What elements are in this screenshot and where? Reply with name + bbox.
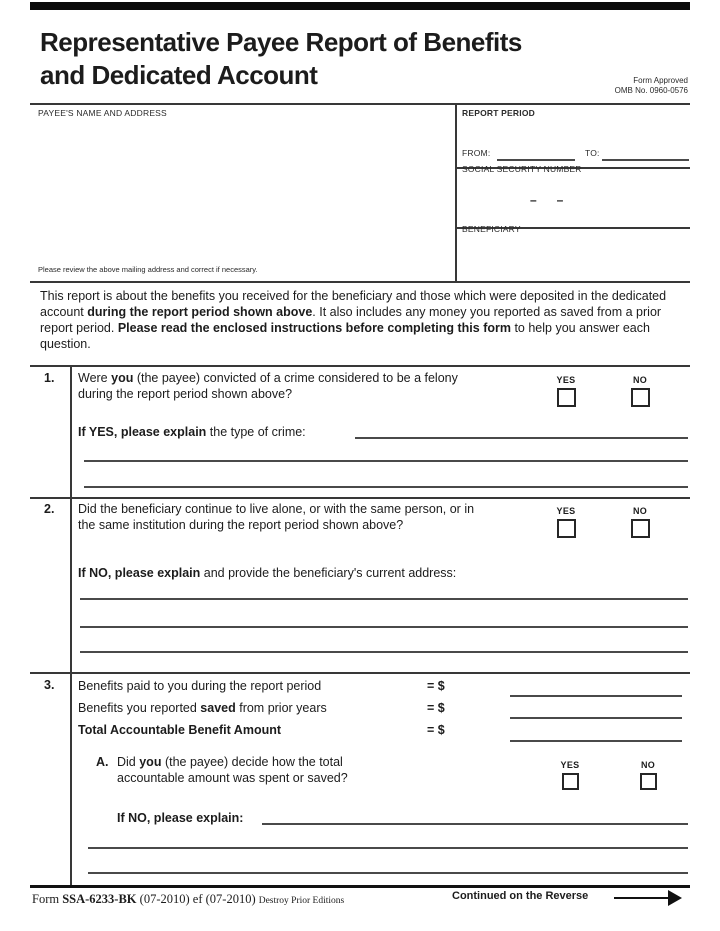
- page-title-line2: and Dedicated Account: [40, 60, 318, 90]
- q2-answer-line-1[interactable]: [80, 597, 688, 600]
- to-label: TO:: [585, 148, 600, 158]
- header-box-divider: [455, 103, 457, 281]
- q3-row2-amount-field[interactable]: [510, 716, 682, 719]
- q1-text: [78, 370, 470, 402]
- q2-number: 2.: [44, 502, 55, 516]
- q3a-no-label: NO: [640, 760, 656, 770]
- q3-top-rule: [30, 672, 690, 674]
- q2-yes-option: [549, 506, 583, 538]
- to-date-field[interactable]: [602, 158, 689, 161]
- beneficiary-label: BENEFICIARY: [462, 224, 521, 234]
- question-number-divider: [70, 365, 72, 886]
- q1-text-bold: you: [111, 371, 134, 385]
- q3-row2-post: from prior years: [235, 701, 327, 715]
- q1-explain-bold: If YES, please explain: [78, 425, 207, 439]
- q2-explain-rest: and provide the beneficiary's current address:: [200, 566, 457, 580]
- q3a-answer-line-3[interactable]: [88, 871, 688, 874]
- q1-top-rule: [30, 365, 690, 367]
- q3a-text-bold: you: [139, 755, 162, 769]
- q1-yes-option: [549, 375, 583, 407]
- intro-text-2: . It also includes any money you reported as saved from a prior report period.: [40, 305, 662, 335]
- payee-name-address-label: PAYEE'S NAME AND ADDRESS: [38, 108, 167, 118]
- footer-destroy-note: Destroy Prior Editions: [258, 896, 345, 906]
- q2-yes-label: YES: [556, 506, 576, 516]
- q3-row1-equals: = $: [427, 679, 445, 693]
- q1-number: 1.: [44, 371, 55, 385]
- ssn-label: SOCIAL SECURITY NUMBER: [462, 164, 582, 174]
- payee-review-note: Please review the above mailing address and correct if necessary.: [38, 265, 258, 274]
- q3-row2-bold: saved: [200, 701, 236, 715]
- q3-row2-label: [78, 700, 418, 716]
- footer-form-id: [32, 892, 344, 907]
- q1-text-post: (the payee) convicted of a crime considered to be a felony during the report period shown above?: [78, 371, 458, 401]
- q3-row1-label: [78, 678, 418, 694]
- report-period-label: REPORT PERIOD: [462, 108, 535, 118]
- q3a-text-post: (the payee) decide how the total accountable amount was spent or saved?: [117, 755, 348, 785]
- footer-rule: [30, 885, 690, 888]
- q1-no-option: [623, 375, 657, 407]
- q2-explain-bold: If NO, please explain: [78, 566, 201, 580]
- omb-number: OMB No. 0960-0576: [614, 86, 688, 95]
- q3a-text-pre: Did: [117, 755, 140, 769]
- continued-arrow-shaft: [614, 897, 670, 899]
- q3a-yes-option: [553, 760, 587, 790]
- q3-row3-bold: Total Accountable Benefit Amount: [78, 723, 282, 737]
- q3a-no-option: [631, 760, 665, 790]
- q3a-answer-line-2[interactable]: [88, 846, 688, 849]
- top-border-bar: [30, 2, 690, 10]
- q3a-yes-no-group: [553, 760, 665, 790]
- q1-answer-line-3[interactable]: [84, 485, 688, 488]
- form-approved-block: [615, 76, 688, 96]
- q3a-text: [117, 754, 397, 786]
- intro-bold-2: Please read the enclosed instructions before completing this form: [117, 321, 511, 335]
- q2-top-rule: [30, 497, 690, 499]
- q3a-no-checkbox[interactable]: [640, 773, 657, 790]
- q2-yes-no-group: [549, 506, 657, 538]
- q1-no-checkbox[interactable]: [631, 388, 650, 407]
- q3a-explain-prompt: If NO, please explain:: [117, 811, 244, 825]
- q3-number: 3.: [44, 678, 55, 692]
- intro-text-3: to help you answer each question.: [40, 321, 650, 351]
- q1-text-pre: Were: [78, 371, 112, 385]
- q2-answer-line-2[interactable]: [80, 625, 688, 628]
- form-approved-text: Form Approved: [633, 76, 688, 85]
- q3-row2-pre: Benefits you reported: [78, 701, 201, 715]
- from-label: FROM:: [462, 148, 491, 158]
- q1-no-label: NO: [632, 375, 648, 385]
- page-title: [40, 26, 640, 92]
- intro-paragraph: [40, 288, 690, 352]
- header-box-bottom-rule: [30, 281, 690, 283]
- footer-continued-note: Continued on the Reverse: [452, 890, 589, 902]
- q3-row2-equals: = $: [427, 701, 445, 715]
- q3a-answer-line-1[interactable]: [262, 822, 688, 825]
- q2-text: Did the beneficiary continue to live alone, or with the same person, or in the same institution during the report period shown above?: [78, 502, 475, 532]
- page-title-line1: Representative Payee Report of Benefits: [40, 27, 522, 57]
- q3-row3-amount-field[interactable]: [510, 739, 682, 742]
- header-box-top-rule: [30, 103, 690, 105]
- intro-text-1: This report is about the benefits you received for the beneficiary and those which were deposited in the dedicated account: [40, 289, 667, 319]
- q3a-yes-checkbox[interactable]: [562, 773, 579, 790]
- q3-row1-pre: Benefits paid to you during the report period: [78, 679, 322, 693]
- q2-explain-prompt: [78, 565, 456, 581]
- q1-yes-checkbox[interactable]: [557, 388, 576, 407]
- payee-address-field[interactable]: [32, 120, 452, 258]
- q1-answer-line-1[interactable]: [355, 436, 688, 439]
- q3-row3-label: [78, 722, 418, 738]
- from-date-field[interactable]: [497, 158, 575, 161]
- q1-explain-prompt: [78, 424, 306, 440]
- q2-answer-line-3[interactable]: [80, 650, 688, 653]
- intro-bold-1: during the report period shown above: [87, 305, 313, 319]
- q1-yes-no-group: [549, 375, 657, 407]
- continued-arrow-icon: [668, 890, 682, 906]
- ssn-field[interactable]: – –: [530, 193, 564, 207]
- q2-no-checkbox[interactable]: [631, 519, 650, 538]
- footer-form-dates: (07-2010) ef (07-2010): [136, 892, 259, 906]
- q2-yes-checkbox[interactable]: [557, 519, 576, 538]
- q3-row1-amount-field[interactable]: [510, 694, 682, 697]
- q2-no-label: NO: [632, 506, 648, 516]
- q3a-letter: A.: [96, 755, 109, 769]
- footer-form-word: Form: [32, 892, 63, 906]
- q1-answer-line-2[interactable]: [84, 459, 688, 462]
- q2-no-option: [623, 506, 657, 538]
- footer-form-number: SSA-6233-BK: [62, 892, 137, 906]
- q1-explain-rest: the type of crime:: [206, 425, 306, 439]
- q3a-yes-label: YES: [560, 760, 580, 770]
- q3-row3-equals: = $: [427, 723, 445, 737]
- q1-yes-label: YES: [556, 375, 576, 385]
- beneficiary-field[interactable]: [458, 238, 686, 278]
